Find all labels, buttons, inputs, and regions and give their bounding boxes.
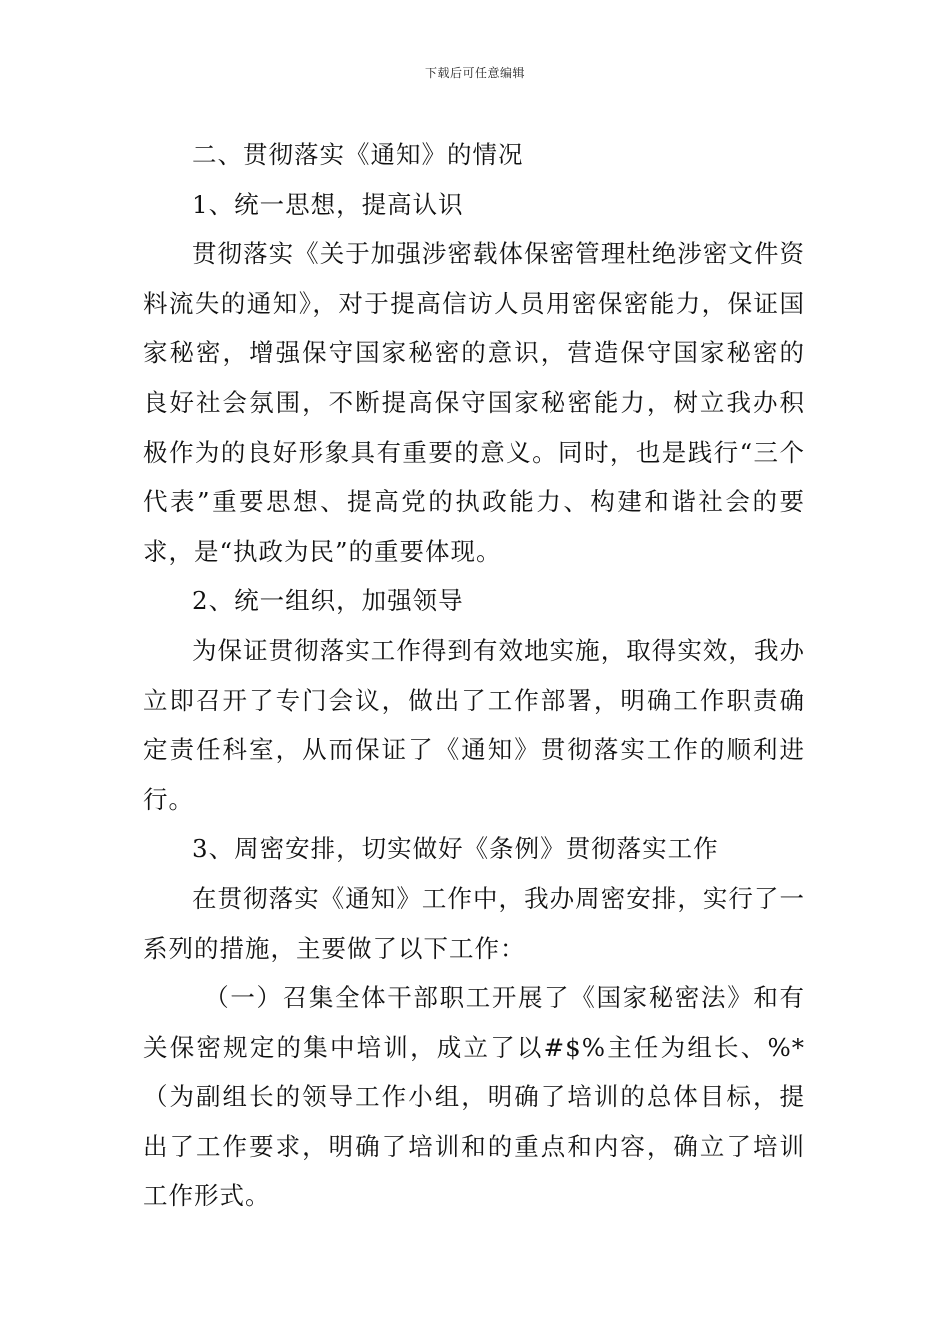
subsection-3-paragraph: 在贯彻落实《通知》工作中，我办周密安排，实行了一系列的措施，主要做了以下工作： [143,883,805,963]
subsection-2-paragraph: 为保证贯彻落实工作得到有效地实施，取得实效，我办立即召开了专门会议，做出了工作部署，明确工作职责确定责任科室，从而保证了《通知》贯彻落实工作的顺利进行。 [143,635,805,814]
subsection-2-heading: 2、统一组织，加强领导 [192,586,464,616]
section-heading: 二、贯彻落实《通知》的情况 [192,140,524,169]
subsection-1-paragraph: 贯彻落实《关于加强涉密载体保密管理杜绝涉密文件资料流失的通知》，对于提高信访人员用密保密能力，保证国家秘密，增强保守国家秘密的意识，营造保守国家秘密的良好社会氛围，不断提高保守国家秘密能力，树立我办积极作为的良好形象具有重要的意义。同时，也是践行“三个代表”重要思想、提高党的执政能力、构建和谐社会的要求，是“执政为民”的重要体现。 [143,239,805,566]
list-item-1-paragraph: （一）召集全体干部职工开展了《国家秘密法》和有关保密规定的集中培训，成立了以#$%主任为组长、%*（为副组长的领导工作小组，明确了培训的总体目标，提出了工作要求，明确了培训和的重点和内容，确立了培训工作形式。 [143,983,805,1211]
document-body [143,130,805,1221]
subsection-3-heading: 3、周密安排，切实做好《条例》贯彻落实工作 [192,834,719,864]
page-header-note: 下载后可任意编辑 [424,66,525,80]
subsection-1-heading: 1、统一思想，提高认识 [192,189,464,219]
